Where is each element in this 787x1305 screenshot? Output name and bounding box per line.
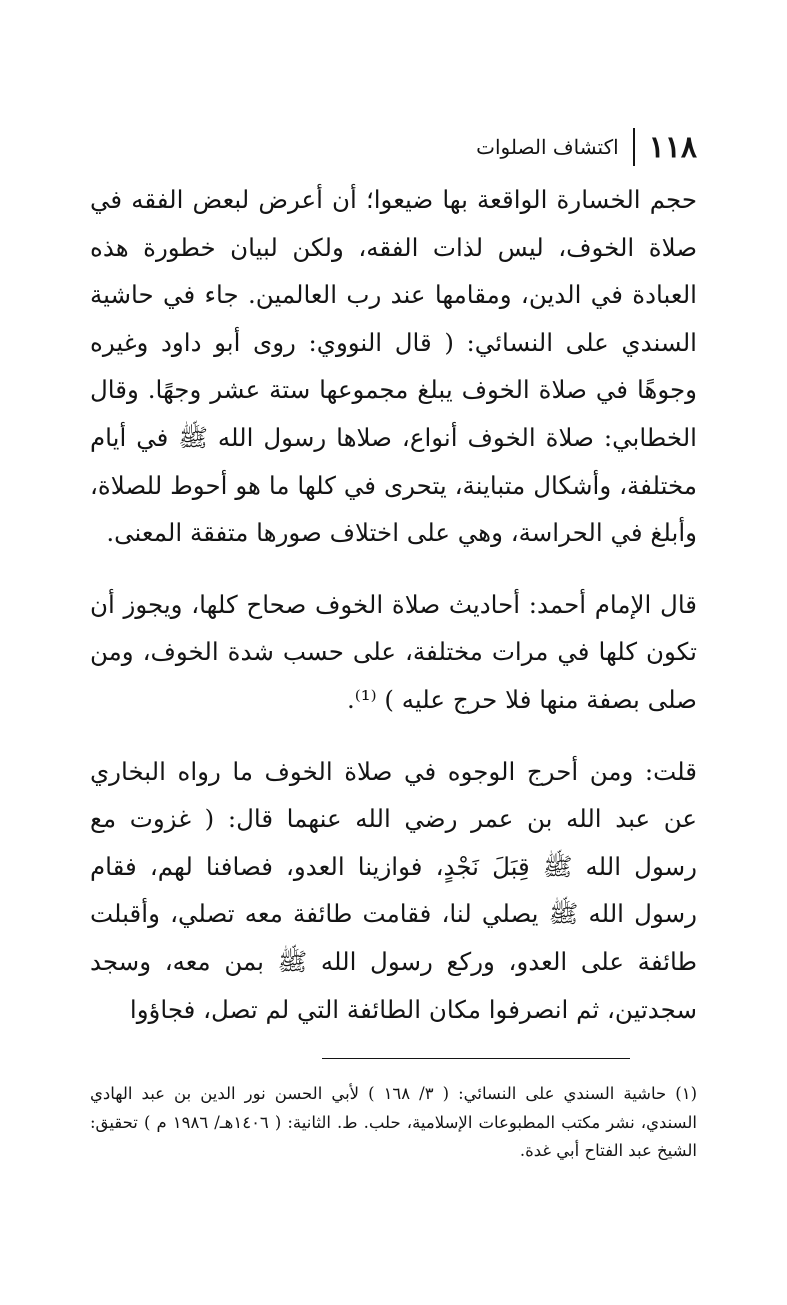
paragraph: قلت: ومن أحرج الوجوه في صلاة الخوف ما رواه البخاري عن عبد الله بن عمر رضي الله عنهما قال: ( غزوت مع رسول الله ﷺ قِبَلَ نَجْدٍ، فوازينا العدو، فصافنا لهم، فقام رسول الله ﷺ يصلي لنا، فقامت طائفة معه تصلي، وأقبلت طائفة على العدو، وركع رسول الله ﷺ بمن معه، وسجد سجدتين، ثم انصرفوا مكان الطائفة التي لم تصل، فجاؤوا [90,756,697,1024]
running-title: اكتشاف الصلوات [476,135,619,159]
paragraph-spacer [90,724,697,748]
main-text [90,176,697,1033]
paragraph: حجم الخسارة الواقعة بها ضيعوا؛ أن أعرض لبعض الفقه في صلاة الخوف، ليس لذات الفقه، ولكن لبيان خطورة هذه العبادة في الدين، ومقامها عند رب العالمين. جاء في حاشية السندي على النسائي: ( قال النووي: روى أبو داود وغيره وجوهًا في صلاة الخوف يبلغ مجموعها ستة عشر وجهًا. وقال الخطابي: صلاة الخوف أنواع، صلاها رسول الله ﷺ في أيام مختلفة، وأشكال متباينة، يتحرى في كلها ما هو أحوط للصلاة، وأبلغ في الحراسة، وهي على اختلاف صورها متفقة المعنى. [90,185,697,548]
page-number: ١١٨ [648,129,697,165]
footnote-separator [322,1058,630,1059]
paragraph: قال الإمام أحمد: أحاديث صلاة الخوف صحاح كلها، ويجوز أن تكون كلها في مرات مختلفة، على حسب شدة الخوف، ومن صلى بصفة منها فلا حرج عليه ) ⁽¹⁾. [90,589,697,714]
paragraph-spacer [90,557,697,581]
header-divider [633,128,635,166]
footnote: (١) حاشية السندي على النسائي: ( ٣/ ١٦٨ ) لأبي الحسن نور الدين بن عبد الهادي السندي، نشر مكتب المطبوعات الإسلامية، حلب. ط. الثانية: ( ١٤٠٦هـ/ ١٩٨٦ م ) تحقيق: الشيخ عبد الفتاح أبي غدة. [90,1084,697,1160]
page-header [90,126,697,168]
